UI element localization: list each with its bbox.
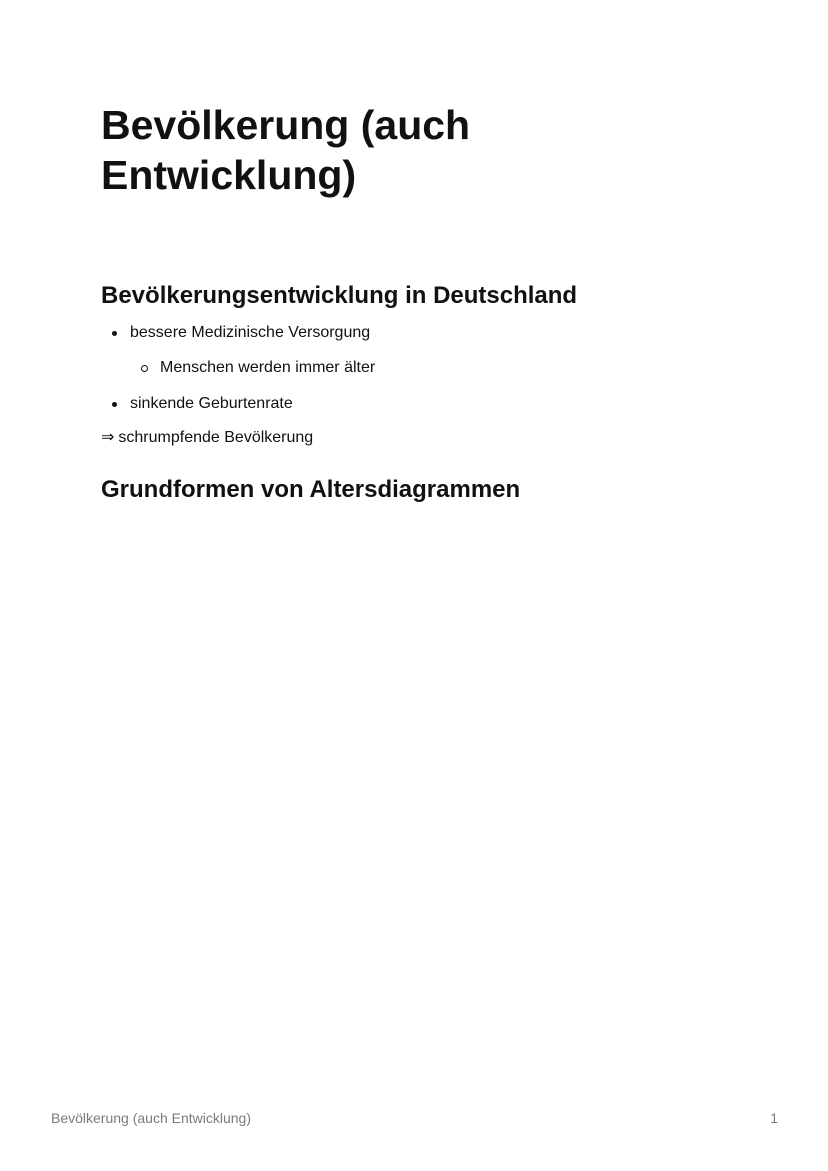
footer-title: Bevölkerung (auch Entwicklung): [51, 1110, 251, 1126]
section-heading-altersdiagramme: Grundformen von Altersdiagrammen: [101, 476, 521, 503]
list-item-text: bessere Medizinische Versorgung: [130, 324, 371, 341]
conclusion-text: schrumpfende Bevölkerung: [118, 429, 314, 446]
hollow-bullet-icon: [141, 365, 148, 372]
list-item-text: Menschen werden immer älter: [160, 359, 376, 376]
double-arrow-icon: ⇒: [101, 429, 115, 446]
conclusion-line: [101, 426, 313, 450]
section-heading-bevoelkerungsentwicklung: Bevölkerungsentwicklung in Deutschland: [101, 282, 578, 309]
bullet-icon: [112, 402, 117, 407]
bullet-icon: [112, 331, 117, 336]
list-item-text: sinkende Geburtenrate: [130, 395, 293, 412]
page-title: Bevölkerung (auch Entwicklung): [101, 102, 471, 198]
page-number: 1: [770, 1110, 778, 1126]
